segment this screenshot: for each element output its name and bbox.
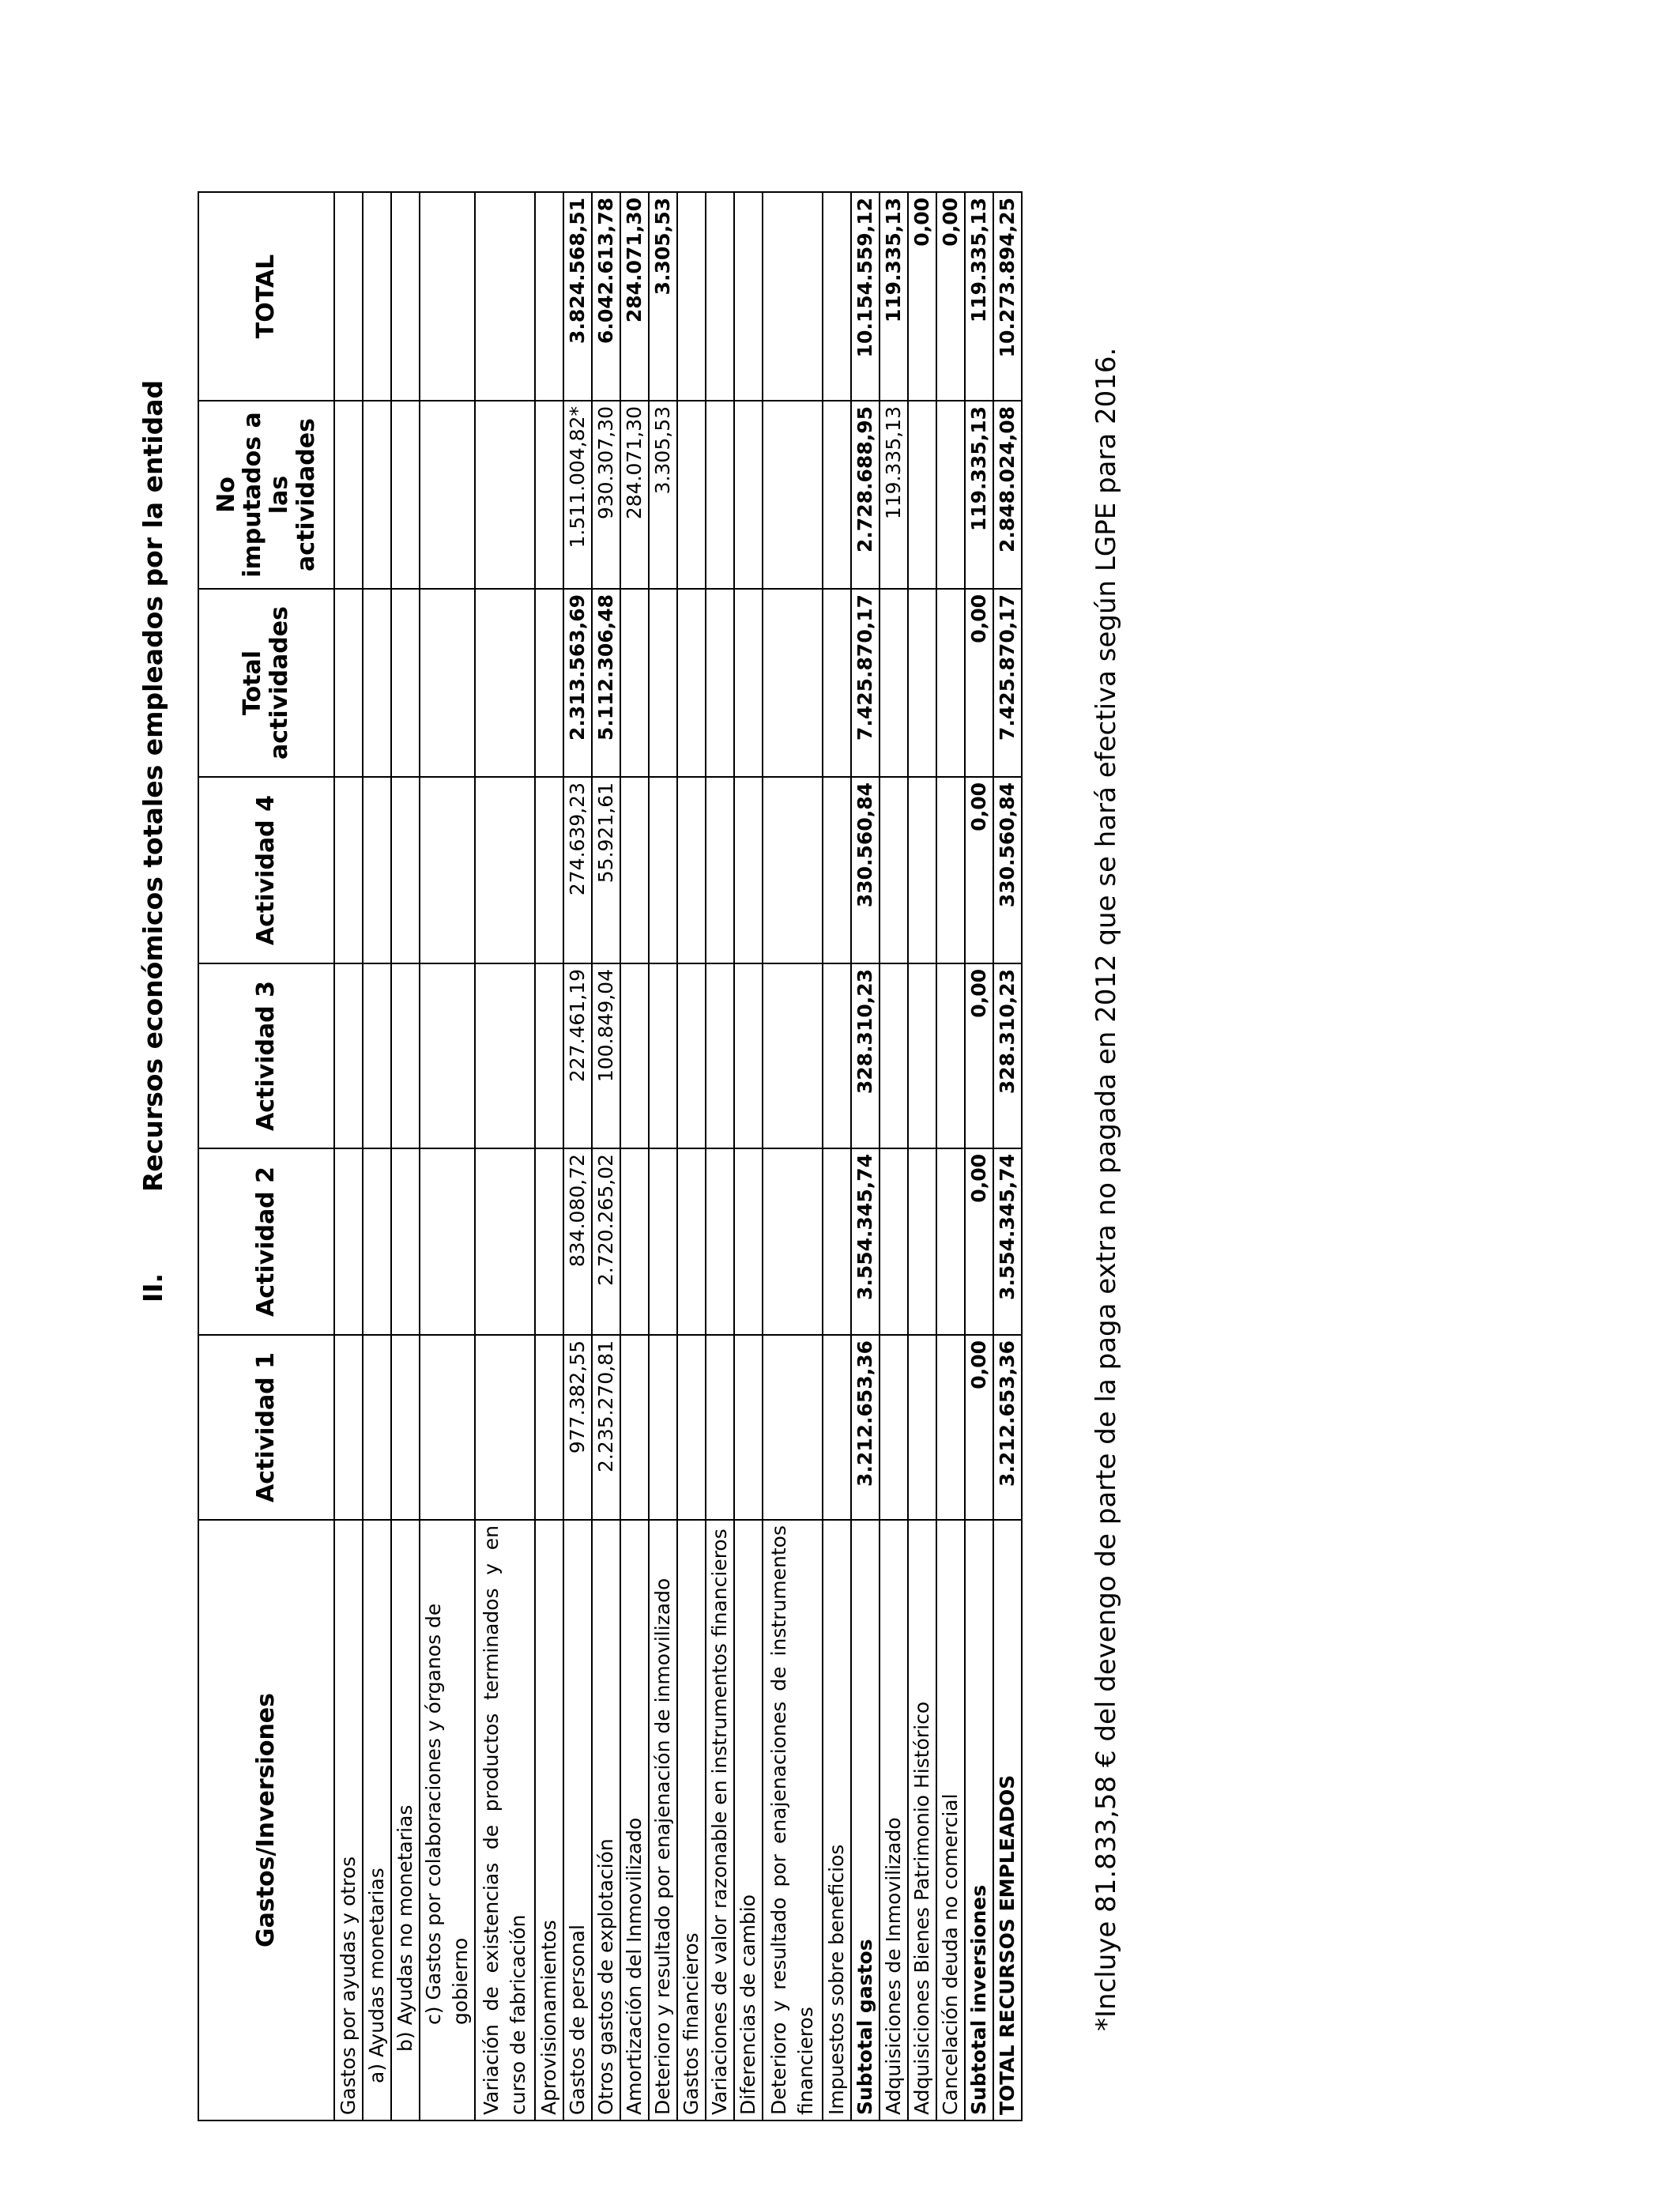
row-label: Gastos financieros [677,1520,706,2120]
cell-value [363,963,391,1148]
cell-value [706,401,734,589]
cell-value: 977.382,55 [563,1335,592,1520]
cell-value [620,589,649,777]
resources-table [198,191,1023,2121]
cell-value: 7.425.870,17 [851,589,880,777]
cell-value: 119.335,13 [965,401,993,589]
cell-value [391,1148,420,1335]
cell-value [880,1335,908,1520]
row-label: a) Ayudas monetarias [363,1520,391,2120]
cell-value: 3.554.345,74 [993,1148,1022,1335]
header-actividad-1: Actividad 1 [198,1335,334,1520]
cell-value [908,963,936,1148]
cell-value [677,192,706,401]
cell-value [334,192,363,401]
cell-value [763,192,823,401]
section-heading [137,380,168,1302]
cell-value: 3.824.568,51 [563,192,592,401]
cell-value [363,1148,391,1335]
cell-value: 1.511.004,82* [563,401,592,589]
cell-value [363,589,391,777]
table-row [563,192,592,2120]
table-row [420,192,475,2120]
cell-value: 119.335,13 [880,192,908,401]
cell-value [475,192,535,401]
cell-value: 274.639,23 [563,777,592,963]
table-row [677,192,706,2120]
cell-value [649,589,677,777]
table-row [734,192,763,2120]
cell-value [734,401,763,589]
cell-value [475,401,535,589]
cell-value [334,589,363,777]
cell-value [706,963,734,1148]
table-row [936,192,965,2120]
cell-value [535,192,563,401]
cell-value [334,401,363,589]
cell-value: 0,00 [965,963,993,1148]
cell-value [535,401,563,589]
cell-value [908,589,936,777]
cell-value [475,777,535,963]
cell-value: 5.112.306,48 [592,589,620,777]
cell-value: 0,00 [965,1148,993,1335]
cell-value: 0,00 [936,192,965,401]
cell-value [763,401,823,589]
cell-value: 2.313.563,69 [563,589,592,777]
row-label: Gastos de personal [563,1520,592,2120]
cell-value [936,963,965,1148]
cell-value [475,963,535,1148]
table-row [592,192,620,2120]
cell-value: 2.235.270,81 [592,1335,620,1520]
row-label: Variaciones de valor razonable en instrumentos financieros [706,1520,734,2120]
cell-value [823,192,851,401]
cell-value [706,1148,734,1335]
row-label: Diferencias de cambio [734,1520,763,2120]
cell-value: 0,00 [965,1335,993,1520]
cell-value [908,777,936,963]
cell-value [936,1148,965,1335]
section-number: II. [137,1272,168,1302]
table-row [475,192,535,2120]
header-no-imputados: No imputados a las actividades [198,401,334,589]
cell-value [823,401,851,589]
cell-value [620,1335,649,1520]
cell-value [334,777,363,963]
cell-value [880,777,908,963]
row-label: Aprovisionamientos [535,1520,563,2120]
cell-value [620,963,649,1148]
cell-value [936,401,965,589]
row-label: c) Gastos por colaboraciones y órganos de gobierno [420,1520,475,2120]
cell-value [823,1335,851,1520]
cell-value [880,963,908,1148]
cell-value [706,777,734,963]
cell-value [363,401,391,589]
cell-value: 328.310,23 [851,963,880,1148]
cell-value [880,1148,908,1335]
cell-value [880,589,908,777]
header-total-actividades: Total actividades [198,589,334,777]
row-label: Deterioro y resultado por enajenación de inmovilizado [649,1520,677,2120]
cell-value: 2.728.688,95 [851,401,880,589]
cell-value [420,963,475,1148]
cell-value [391,589,420,777]
table-row [363,192,391,2120]
cell-value [391,777,420,963]
cell-value: 3.305,53 [649,401,677,589]
cell-value [734,589,763,777]
cell-value: 0,00 [965,777,993,963]
table-row [649,192,677,2120]
cell-value [420,1148,475,1335]
cell-value: 330.560,84 [851,777,880,963]
cell-value [936,589,965,777]
cell-value [823,1148,851,1335]
cell-value [620,777,649,963]
cell-value: 100.849,04 [592,963,620,1148]
cell-value: 2.720.265,02 [592,1148,620,1335]
cell-value [334,963,363,1148]
cell-value: 227.461,19 [563,963,592,1148]
cell-value [363,192,391,401]
cell-value [706,1335,734,1520]
header-gastos-inversiones: Gastos/Inversiones [198,1520,334,2120]
cell-value: 330.560,84 [993,777,1022,963]
cell-value [908,401,936,589]
cell-value [535,777,563,963]
cell-value: 0,00 [908,192,936,401]
header-actividad-3: Actividad 3 [198,963,334,1148]
cell-value [677,777,706,963]
row-label: Amortización del Inmovilizado [620,1520,649,2120]
cell-value [535,963,563,1148]
cell-value [763,1148,823,1335]
row-label: b) Ayudas no monetarias [391,1520,420,2120]
cell-value: 284.071,30 [620,192,649,401]
footnote: *Incluye 81.833,58 € del devengo de parte de la paga extra no pagada en 2012 que se hará efectiva según LGPE para 2016. [1090,347,1122,2031]
row-label: Subtotal gastos [851,1520,880,2120]
cell-value: 3.305,53 [649,192,677,401]
row-label: Variación de existencias de productos terminados y en curso de fabricación [475,1520,535,2120]
cell-value [334,1335,363,1520]
cell-value [649,1335,677,1520]
row-label: Otros gastos de explotación [592,1520,620,2120]
cell-value: 0,00 [965,589,993,777]
table-row [391,192,420,2120]
cell-value [706,589,734,777]
cell-value: 328.310,23 [993,963,1022,1148]
cell-value [823,777,851,963]
header-total: TOTAL [198,192,334,401]
cell-value [677,1148,706,1335]
cell-value [677,963,706,1148]
cell-value [908,1335,936,1520]
cell-value [334,1148,363,1335]
cell-value [535,1148,563,1335]
cell-value: 2.848.024,08 [993,401,1022,589]
table-header-row [198,192,334,2120]
row-label: Subtotal inversiones [965,1520,993,2120]
table-row [535,192,563,2120]
cell-value [763,777,823,963]
cell-value [677,589,706,777]
cell-value [391,401,420,589]
cell-value: 55.921,61 [592,777,620,963]
section-title: Recursos económicos totales empleados por la entidad [137,379,168,1192]
table-row [823,192,851,2120]
cell-value: 3.212.653,36 [993,1335,1022,1520]
cell-value [706,192,734,401]
header-actividad-4: Actividad 4 [198,777,334,963]
cell-value [936,1335,965,1520]
cell-value: 284.071,30 [620,401,649,589]
cell-value [823,963,851,1148]
header-actividad-2: Actividad 2 [198,1148,334,1335]
cell-value [391,1335,420,1520]
table-row [908,192,936,2120]
subtotal-gastos-row [851,192,880,2120]
row-label: Adquisiciones Bienes Patrimonio Histórico [908,1520,936,2120]
cell-value [535,1335,563,1520]
cell-value: 119.335,13 [880,401,908,589]
cell-value [391,963,420,1148]
cell-value: 7.425.870,17 [993,589,1022,777]
cell-value [823,589,851,777]
cell-value [420,1335,475,1520]
cell-value [649,1148,677,1335]
cell-value: 930.307,30 [592,401,620,589]
cell-value [475,1148,535,1335]
cell-value [734,777,763,963]
cell-value [763,1335,823,1520]
cell-value [391,192,420,401]
cell-value [535,589,563,777]
cell-value: 3.554.345,74 [851,1148,880,1335]
row-label: Impuestos sobre beneficios [823,1520,851,2120]
cell-value: 6.042.613,78 [592,192,620,401]
cell-value [763,589,823,777]
total-recursos-row [993,192,1022,2120]
cell-value [936,777,965,963]
cell-value [649,777,677,963]
cell-value: 119.335,13 [965,192,993,401]
cell-value [420,192,475,401]
row-label: Cancelación deuda no comercial [936,1520,965,2120]
cell-value [734,1335,763,1520]
table-row [763,192,823,2120]
cell-value [420,589,475,777]
row-label: Deterioro y resultado por enajenaciones de instrumentos financieros [763,1520,823,2120]
table-row [880,192,908,2120]
cell-value [734,963,763,1148]
row-label: Gastos por ayudas y otros [334,1520,363,2120]
cell-value: 3.212.653,36 [851,1335,880,1520]
cell-value: 834.080,72 [563,1148,592,1335]
table-row [706,192,734,2120]
cell-value [649,963,677,1148]
cell-value: 10.273.894,25 [993,192,1022,401]
cell-value [734,192,763,401]
cell-value [620,1148,649,1335]
cell-value [420,401,475,589]
cell-value [677,401,706,589]
row-label: TOTAL RECURSOS EMPLEADOS [993,1520,1022,2120]
cell-value [475,1335,535,1520]
table-row [334,192,363,2120]
cell-value [763,963,823,1148]
subtotal-inversiones-row [965,192,993,2120]
cell-value [363,777,391,963]
cell-value [475,589,535,777]
cell-value [363,1335,391,1520]
row-label: Adquisiciones de Inmovilizado [880,1520,908,2120]
cell-value [908,1148,936,1335]
cell-value: 10.154.559,12 [851,192,880,401]
cell-value [677,1335,706,1520]
cell-value [420,777,475,963]
cell-value [734,1148,763,1335]
table-row [620,192,649,2120]
